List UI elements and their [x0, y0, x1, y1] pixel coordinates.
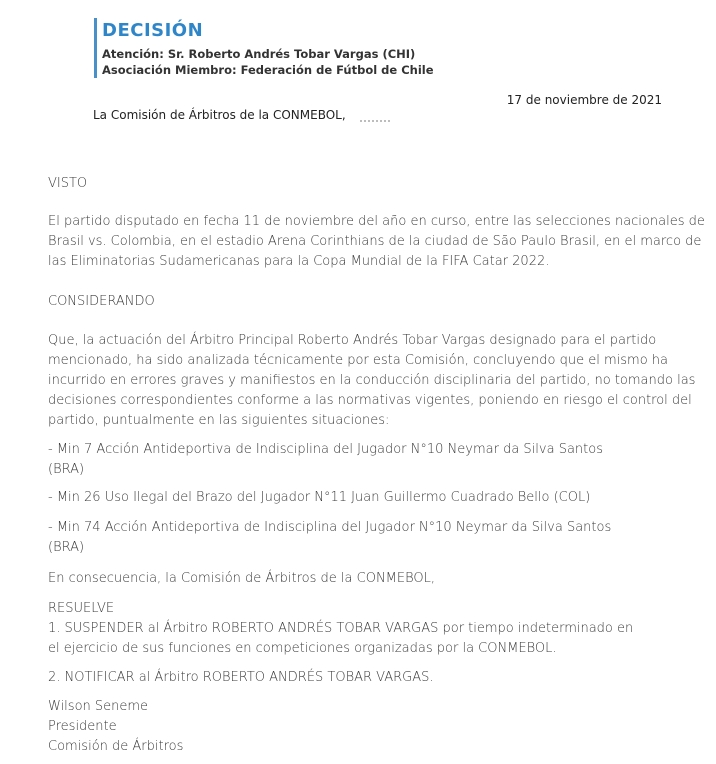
resuelve-item-1-line: 1. SUSPENDER al Árbitro ROBERTO ANDRÉS TOBAR VARGAS por tiempo indeterminado en [48, 621, 634, 636]
commission-intro: La Comisión de Árbitros de la CONMEBOL, [93, 108, 346, 122]
attention-line: Atención: Sr. Roberto Andrés Tobar Vargas (CHI) [102, 47, 416, 61]
situation-line: - Min 7 Acción Antideportiva de Indisciplina del Jugador N°10 Neymar da Silva Santos [48, 442, 603, 457]
considerando-line: decisiones correspondientes conforme a las normativas vigentes, poniendo en riesgo el control del [48, 393, 692, 408]
considerando-paragraph [48, 331, 696, 431]
resuelve-section [48, 599, 674, 659]
situation-item [48, 440, 674, 480]
resuelve-item-2: 2. NOTIFICAR al Árbitro ROBERTO ANDRÉS TOBAR VARGAS. [48, 670, 434, 685]
resuelve-heading: RESUELVE [48, 601, 115, 616]
visto-line: El partido disputado en fecha 11 de noviembre del año en curso, entre las selecciones nacionales de [48, 214, 705, 229]
considerando-line: Que, la actuación del Árbitro Principal Roberto Andrés Tobar Vargas designado para el partido [48, 333, 657, 348]
situation-line: (BRA) [48, 540, 85, 555]
considerando-line: partido, puntualmente en las siguientes situaciones: [48, 413, 390, 428]
visto-line: las Eliminatorias Sudamericanas para la Copa Mundial de la FIFA Catar 2022. [48, 254, 550, 269]
situation-line: - Min 26 Uso Ilegal del Brazo del Jugador N°11 Juan Guillermo Cuadrado Bello (COL) [48, 490, 591, 505]
visto-line: Brasil vs. Colombia, en el estadio Arena Corinthians de la ciudad de São Paulo Brasil, en el marco de [48, 234, 702, 249]
resuelve-item-1-line: el ejercicio de sus funciones en competiciones organizadas por la CONMEBOL. [48, 641, 557, 656]
situation-line: (BRA) [48, 462, 85, 477]
considerando-line: mencionado, ha sido analizada técnicamente por esta Comisión, concluyendo que el mismo ha [48, 353, 668, 368]
situation-line: - Min 74 Acción Antideportiva de Indisciplina del Jugador N°10 Neymar da Silva Santos [48, 520, 612, 535]
document-title: DECISIÓN [102, 20, 204, 41]
visto-paragraph [48, 212, 705, 272]
signature-block [48, 697, 674, 757]
signer-role: Presidente [48, 719, 117, 734]
document-date: 17 de noviembre de 2021 [506, 93, 662, 107]
header-accent-bar [94, 18, 97, 78]
signer-name: Wilson Seneme [48, 699, 149, 714]
signer-organization: Comisión de Árbitros [48, 739, 184, 754]
situation-item [48, 518, 674, 558]
situation-item [48, 488, 674, 508]
visto-heading: VISTO [48, 176, 88, 191]
consequence-line: En consecuencia, la Comisión de Árbitros de la CONMEBOL, [48, 571, 435, 586]
scan-artifact [360, 120, 390, 128]
association-line: Asociación Miembro: Federación de Fútbol de Chile [102, 63, 434, 77]
considerando-line: incurrido en errores graves y manifiestos en la conducción disciplinaria del partido, no tomando las [48, 373, 696, 388]
considerando-heading: CONSIDERANDO [48, 294, 155, 309]
